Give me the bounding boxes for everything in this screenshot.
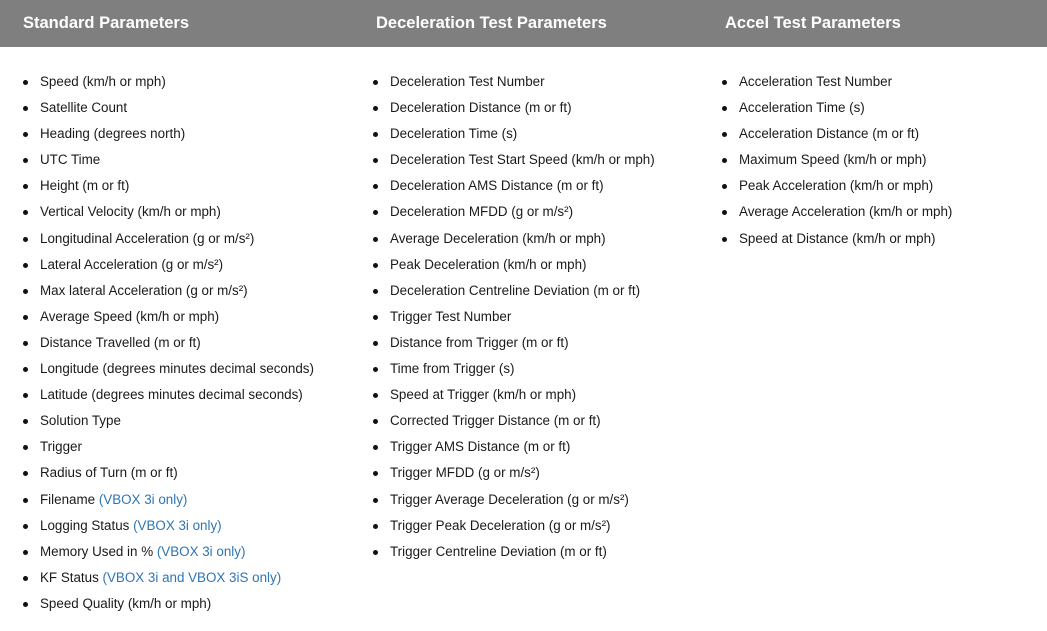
list-item [373,226,655,252]
bullet-icon [373,184,378,189]
list-item [373,147,655,173]
bullet-icon [23,237,28,242]
list-item [373,434,655,460]
list-item [23,95,314,121]
list-item-note: (VBOX 3i and VBOX 3iS only) [102,569,282,585]
list-item-label: Average Deceleration (km/h or mph) [390,230,606,246]
list-item [23,539,314,565]
list-item [373,199,655,225]
list-item-note: (VBOX 3i only) [156,543,246,559]
list-item-label: Max lateral Acceleration (g or m/s²) [40,282,248,298]
list-item-label: Speed Quality (km/h or mph) [40,595,212,611]
list-item [373,252,655,278]
bullet-icon [23,367,28,372]
list-item-label: Peak Deceleration (km/h or mph) [390,256,587,272]
list-item-label: UTC Time [40,152,101,168]
bullet-icon [23,132,28,137]
list-item-label: Heading (degrees north) [40,126,186,142]
list-item [373,356,655,382]
list-item [373,539,655,565]
list-item-label: Latitude (degrees minutes decimal seconds) [40,387,303,403]
list-item-label: Logging Status [40,517,130,533]
list-item-label: Speed (km/h or mph) [40,74,166,89]
bullet-icon [722,184,727,189]
bullet-icon [373,210,378,215]
bullet-icon [722,158,727,163]
list-item [373,69,655,95]
list-item-label: Acceleration Time (s) [739,100,865,116]
list-item-label: Deceleration Test Number [390,74,545,89]
bullet-icon [23,419,28,424]
list-item [373,513,655,539]
bullet-icon [373,289,378,294]
bullet-icon [373,341,378,346]
bullet-icon [373,367,378,372]
list-item [722,173,952,199]
list-item-label: Trigger Peak Deceleration (g or m/s²) [390,517,611,533]
list-item-label: Trigger Centreline Deviation (m or ft) [390,543,607,559]
list-item [722,121,952,147]
list-item-label: Trigger AMS Distance (m or ft) [390,439,571,455]
list-item-label: Trigger MFDD (g or m/s²) [390,465,540,481]
bullet-icon [373,498,378,503]
list-item [722,147,952,173]
accel-test-parameters-list [722,69,952,252]
bullet-icon [373,445,378,450]
list-item [23,382,314,408]
list-item-label: Time from Trigger (s) [390,361,515,377]
table-header-row [0,0,1047,47]
bullet-icon [23,471,28,476]
bullet-icon [722,237,727,242]
list-item-label: Deceleration AMS Distance (m or ft) [390,178,604,194]
bullet-icon [23,602,28,607]
list-item-label: Memory Used in % [40,543,154,559]
list-item [373,382,655,408]
bullet-icon [373,471,378,476]
list-item [23,487,314,513]
list-item [373,304,655,330]
bullet-icon [23,445,28,450]
list-item-label: Longitudinal Acceleration (g or m/s²) [40,230,255,246]
list-item [23,226,314,252]
bullet-icon [23,158,28,163]
bullet-icon [23,106,28,111]
list-item-label: Deceleration MFDD (g or m/s²) [390,204,574,220]
list-item [722,69,952,95]
list-item-label: Speed at Distance (km/h or mph) [739,230,936,246]
bullet-icon [23,393,28,398]
bullet-icon [722,132,727,137]
list-item-label: Trigger Average Deceleration (g or m/s²) [390,491,629,507]
list-item [23,565,314,591]
list-item [23,121,314,147]
list-item-label: Height (m or ft) [40,178,130,194]
list-item [23,408,314,434]
bullet-icon [373,393,378,398]
bullet-icon [23,184,28,189]
list-item-label: Distance from Trigger (m or ft) [390,334,569,350]
list-item [23,278,314,304]
list-item-label: Filename [40,491,96,507]
list-item [373,173,655,199]
list-item [23,147,314,173]
list-item-label: Average Speed (km/h or mph) [40,308,220,324]
list-item-label: Radius of Turn (m or ft) [40,465,178,481]
bullet-icon [23,80,28,85]
bullet-icon [23,498,28,503]
header-accel-test-parameters: Accel Test Parameters [725,14,901,32]
list-item [23,199,314,225]
list-item [23,591,314,617]
bullet-icon [373,263,378,268]
list-item [23,460,314,486]
list-item [23,356,314,382]
list-item-label: Average Acceleration (km/h or mph) [739,204,953,220]
list-item [373,330,655,356]
list-item-label: Peak Acceleration (km/h or mph) [739,178,934,194]
list-item [373,487,655,513]
list-item-label: Satellite Count [40,100,128,116]
list-item-label: Lateral Acceleration (g or m/s²) [40,256,224,272]
list-item-label: Deceleration Test Start Speed (km/h or mph) [390,152,655,168]
list-item [23,434,314,460]
list-item-label: Acceleration Test Number [739,74,893,89]
deceleration-test-parameters-list [373,69,655,565]
list-item-note: (VBOX 3i only) [133,517,222,533]
list-item-label: Distance Travelled (m or ft) [40,334,201,350]
list-item [722,226,952,252]
list-item-label: KF Status [40,569,99,585]
bullet-icon [23,550,28,555]
list-item-label: Trigger [40,439,82,455]
list-item [722,199,952,225]
list-item-note: (VBOX 3i only) [98,491,188,507]
list-item-label: Trigger Test Number [390,308,512,324]
list-item-label: Corrected Trigger Distance (m or ft) [390,413,601,429]
bullet-icon [23,341,28,346]
bullet-icon [23,576,28,581]
bullet-icon [23,263,28,268]
list-item [373,278,655,304]
list-item [373,95,655,121]
bullet-icon [373,132,378,137]
list-item [373,408,655,434]
bullet-icon [23,315,28,320]
list-item [23,69,314,95]
list-item-label: Solution Type [40,413,121,429]
list-item [722,95,952,121]
list-item-label: Acceleration Distance (m or ft) [739,126,920,142]
list-item-label: Vertical Velocity (km/h or mph) [40,204,221,220]
bullet-icon [23,524,28,529]
header-standard-parameters: Standard Parameters [23,14,189,32]
bullet-icon [373,80,378,85]
standard-parameters-list [23,69,314,617]
list-item [23,173,314,199]
bullet-icon [373,106,378,111]
bullet-icon [722,210,727,215]
bullet-icon [373,158,378,163]
list-item [23,252,314,278]
bullet-icon [373,419,378,424]
list-item [373,460,655,486]
list-item-label: Deceleration Distance (m or ft) [390,100,572,116]
bullet-icon [722,106,727,111]
bullet-icon [373,237,378,242]
list-item-label: Maximum Speed (km/h or mph) [739,152,927,168]
list-item [23,304,314,330]
bullet-icon [373,550,378,555]
list-item [23,330,314,356]
bullet-icon [23,289,28,294]
list-item [373,121,655,147]
list-item-label: Deceleration Time (s) [390,126,518,142]
list-item-label: Speed at Trigger (km/h or mph) [390,387,577,403]
bullet-icon [373,524,378,529]
header-deceleration-test-parameters: Deceleration Test Parameters [376,14,607,32]
list-item-label: Longitude (degrees minutes decimal seconds) [40,361,314,377]
list-item [23,513,314,539]
bullet-icon [23,210,28,215]
list-item-label: Deceleration Centreline Deviation (m or ft) [390,282,641,298]
bullet-icon [722,80,727,85]
bullet-icon [373,315,378,320]
